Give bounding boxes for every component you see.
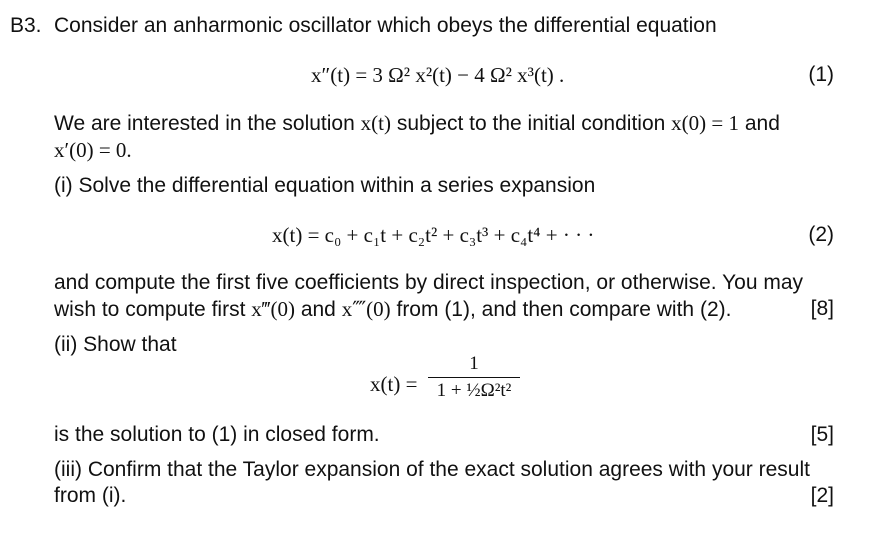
marks-part-iii: [2] (810, 484, 834, 507)
compute-math-2: x⁗(0) (341, 297, 391, 321)
problem-intro: Consider an anharmonic oscillator which obeys the differential equation (54, 14, 717, 37)
compute-math-1: x‴(0) (251, 297, 295, 321)
equation-3-fraction (428, 353, 520, 402)
compute-line-2 (54, 296, 731, 323)
interest-text-a: We are interested in the solution (54, 112, 355, 135)
compute-text-a: wish to compute first (54, 298, 246, 321)
compute-line-1: and compute the first five coefficients by direct inspection, or otherwise. You may (54, 271, 804, 294)
equation-3-numerator: 1 (469, 353, 479, 374)
interest-line-2: x′(0) = 0. (54, 138, 132, 162)
fraction-bar (428, 377, 520, 378)
interest-text-b: subject to the initial condition (396, 112, 666, 135)
part-iii-line-2: from (i). (54, 484, 127, 507)
interest-text-c: and (744, 112, 780, 135)
interest-line-1 (54, 110, 780, 137)
closed-form-line: is the solution to (1) in closed form. (54, 423, 380, 446)
interest-math-x0: x(0) = 1 (671, 111, 739, 135)
equation-1: x″(t) = 3 Ω² x²(t) − 4 Ω² x³(t) . (311, 63, 565, 87)
equation-3-denominator: 1 + ½Ω²t² (436, 380, 512, 401)
part-ii-heading: (ii) Show that (54, 333, 177, 356)
equation-2: x(t) = c₀ + c₁t + c₂t² + c₃t³ + c₄t⁴ + · · · (272, 223, 595, 247)
part-i-heading: (i) Solve the differential equation within a series expansion (54, 174, 596, 197)
marks-part-i: [8] (810, 297, 834, 320)
equation-3-lhs: x(t) = (370, 372, 418, 396)
equation-2-number: (2) (808, 223, 834, 246)
part-iii-line-1: (iii) Confirm that the Taylor expansion of the exact solution agrees with your result (54, 458, 810, 481)
interest-math-xt: x(t) (360, 111, 391, 135)
equation-1-number: (1) (808, 63, 834, 86)
compute-text-c: from (1), and then compare with (2). (396, 298, 732, 321)
marks-part-ii: [5] (810, 423, 834, 446)
problem-label: B3. (10, 14, 42, 37)
compute-text-b: and (300, 298, 336, 321)
